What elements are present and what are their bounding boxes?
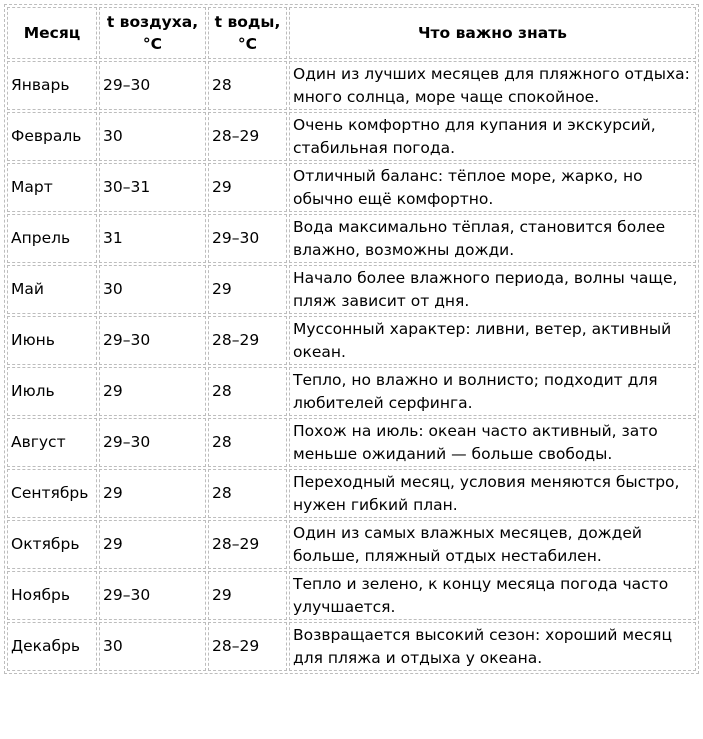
table-row: [7, 265, 696, 314]
air-temp-cell: 31: [99, 214, 206, 263]
month-cell: Декабрь: [7, 622, 97, 671]
air-temp-cell: 30–31: [99, 163, 206, 212]
month-cell: Октябрь: [7, 520, 97, 569]
month-cell: Сентябрь: [7, 469, 97, 518]
header-water-temp: t воды, °C: [208, 7, 287, 59]
note-cell: Тепло, но влажно и волнисто; подходит для любителей серфинга.: [289, 367, 696, 416]
water-temp-cell: 28: [208, 418, 287, 467]
air-temp-cell: 30: [99, 622, 206, 671]
air-temp-cell: 29: [99, 469, 206, 518]
note-cell: Вода максимально тёплая, становится более влажно, возможны дожди.: [289, 214, 696, 263]
table-row: [7, 214, 696, 263]
table-row: [7, 316, 696, 365]
air-temp-cell: 29–30: [99, 61, 206, 110]
climate-table: [4, 4, 699, 674]
month-cell: Январь: [7, 61, 97, 110]
table-row: [7, 622, 696, 671]
air-temp-cell: 29–30: [99, 418, 206, 467]
header-row: [7, 7, 696, 59]
note-cell: Возвращается высокий сезон: хороший месяц для пляжа и отдыха у океана.: [289, 622, 696, 671]
table-row: [7, 571, 696, 620]
header-air-temp: t воздуха, °C: [99, 7, 206, 59]
water-temp-cell: 29: [208, 163, 287, 212]
month-cell: Апрель: [7, 214, 97, 263]
table-row: [7, 367, 696, 416]
air-temp-cell: 29: [99, 520, 206, 569]
table-row: [7, 469, 696, 518]
note-cell: Отличный баланс: тёплое море, жарко, но обычно ещё комфортно.: [289, 163, 696, 212]
air-temp-cell: 29–30: [99, 571, 206, 620]
table-row: [7, 61, 696, 110]
note-cell: Муссонный характер: ливни, ветер, активный океан.: [289, 316, 696, 365]
month-cell: Март: [7, 163, 97, 212]
air-temp-cell: 30: [99, 112, 206, 161]
table-row: [7, 418, 696, 467]
water-temp-cell: 29: [208, 265, 287, 314]
table-row: [7, 520, 696, 569]
air-temp-cell: 29: [99, 367, 206, 416]
water-temp-cell: 29–30: [208, 214, 287, 263]
note-cell: Начало более влажного периода, волны чаще, пляж зависит от дня.: [289, 265, 696, 314]
month-cell: Июнь: [7, 316, 97, 365]
month-cell: Февраль: [7, 112, 97, 161]
note-cell: Очень комфортно для купания и экскурсий, стабильная погода.: [289, 112, 696, 161]
air-temp-cell: 30: [99, 265, 206, 314]
table-row: [7, 112, 696, 161]
table-row: [7, 163, 696, 212]
water-temp-cell: 28: [208, 367, 287, 416]
month-cell: Май: [7, 265, 97, 314]
note-cell: Переходный месяц, условия меняются быстро, нужен гибкий план.: [289, 469, 696, 518]
water-temp-cell: 28–29: [208, 622, 287, 671]
water-temp-cell: 28: [208, 61, 287, 110]
month-cell: Ноябрь: [7, 571, 97, 620]
header-notes: Что важно знать: [289, 7, 696, 59]
water-temp-cell: 28–29: [208, 112, 287, 161]
air-temp-cell: 29–30: [99, 316, 206, 365]
note-cell: Один из лучших месяцев для пляжного отдыха: много солнца, море чаще спокойное.: [289, 61, 696, 110]
water-temp-cell: 28–29: [208, 520, 287, 569]
header-month: Месяц: [7, 7, 97, 59]
water-temp-cell: 28: [208, 469, 287, 518]
note-cell: Тепло и зелено, к концу месяца погода часто улучшается.: [289, 571, 696, 620]
water-temp-cell: 29: [208, 571, 287, 620]
note-cell: Один из самых влажных месяцев, дождей больше, пляжный отдых нестабилен.: [289, 520, 696, 569]
note-cell: Похож на июль: океан часто активный, зато меньше ожиданий — больше свободы.: [289, 418, 696, 467]
month-cell: Июль: [7, 367, 97, 416]
water-temp-cell: 28–29: [208, 316, 287, 365]
month-cell: Август: [7, 418, 97, 467]
